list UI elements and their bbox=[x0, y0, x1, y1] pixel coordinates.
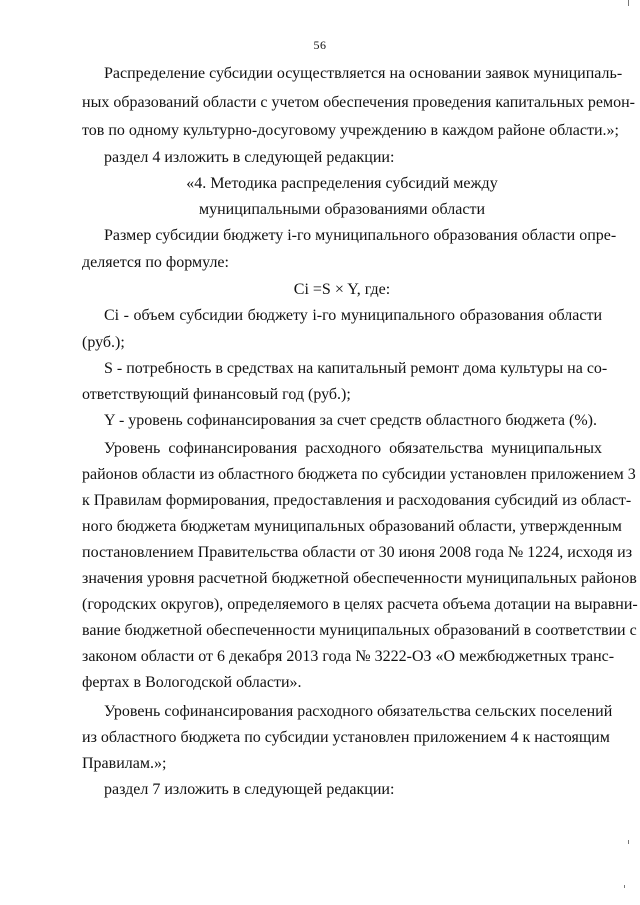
text-line: ных образований области с учетом обеспечения проведения капитальных ремон- bbox=[82, 94, 636, 111]
text-line: Размер субсидии бюджету i-го муниципального образования области опре- bbox=[104, 227, 617, 244]
scan-edge-mark bbox=[624, 885, 625, 888]
text-line: Ci - объем субсидии бюджету i-го муниципального образования области bbox=[104, 307, 602, 324]
text-line: раздел 7 изложить в следующей редакции: bbox=[104, 781, 395, 798]
text-line: ного бюджета бюджетам муниципальных образований области, утвержденным bbox=[82, 518, 622, 535]
scan-edge-mark bbox=[628, 0, 629, 6]
text-line: фертах в Вологодской области». bbox=[82, 674, 302, 691]
text-line: к Правилам формирования, предоставления и расходования субсидий из област- bbox=[82, 492, 632, 509]
page-number: 56 bbox=[313, 38, 327, 52]
text-line: Правилам.»; bbox=[82, 755, 167, 772]
scan-edge-mark bbox=[628, 840, 629, 844]
text-line: (руб.); bbox=[82, 334, 125, 351]
text-line: (городских округов), определяемого в целях расчета объема дотации на выравни- bbox=[82, 596, 638, 613]
text-line: значения уровня расчетной бюджетной обеспеченности муниципальных районов bbox=[82, 570, 637, 587]
text-line: постановлением Правительства области от 30 июня 2008 года № 1224, исходя из bbox=[82, 544, 633, 561]
text-line: деляется по формуле: bbox=[82, 254, 229, 271]
text-line: раздел 4 изложить в следующей редакции: bbox=[104, 149, 395, 166]
section-heading: «4. Методика распределения субсидий между bbox=[186, 175, 498, 192]
text-line: Y - уровень софинансирования за счет средств областного бюджета (%). bbox=[104, 412, 597, 429]
text-line: Уровень софинансирования расходного обязательства сельских поселений bbox=[104, 703, 613, 720]
text-line: тов по одному культурно-досуговому учреждению в каждом районе области.»; bbox=[82, 122, 619, 139]
text-line: законом области от 6 декабря 2013 года № 3222-ОЗ «О межбюджетных транс- bbox=[82, 648, 615, 665]
text-line: ответствующий финансовый год (руб.); bbox=[82, 386, 351, 403]
text-line: Уровень софинансирования расходного обязательства муниципальных bbox=[104, 440, 602, 457]
formula: Ci =S × Y, где: bbox=[293, 281, 391, 298]
section-heading: муниципальными образованиями области bbox=[198, 201, 486, 218]
text-line: S - потребность в средствах на капитальный ремонт дома культуры на со- bbox=[104, 360, 608, 377]
text-line: Распределение субсидии осуществляется на основании заявок муниципаль- bbox=[104, 65, 623, 82]
text-line: из областного бюджета по субсидии установлен приложением 4 к настоящим bbox=[82, 729, 610, 746]
text-line: вание бюджетной обеспеченности муниципальных образований в соответствии с bbox=[82, 622, 637, 639]
text-line: районов области из областного бюджета по субсидии установлен приложением 3 bbox=[82, 466, 636, 483]
